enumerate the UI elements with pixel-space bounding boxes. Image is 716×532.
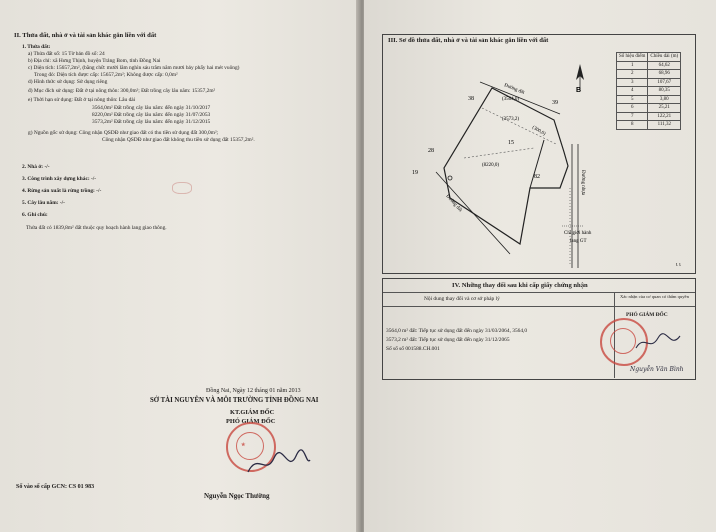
point-no: 1 bbox=[617, 61, 648, 70]
point-len: 3,80 bbox=[648, 95, 681, 104]
origin-1: g) Nguồn gốc sử dụng: Công nhận QSDĐ như giao đất có thu tiền sử dụng đất 300,0m²; bbox=[28, 130, 219, 136]
lot-39: 39 bbox=[552, 100, 558, 106]
stamp-mark bbox=[172, 182, 192, 194]
area-c-label: (8220,0) bbox=[482, 163, 500, 168]
road-top-label: Đường đất bbox=[503, 83, 525, 96]
point-len: 64,62 bbox=[648, 61, 681, 70]
lot-82: 82 bbox=[534, 174, 540, 180]
area-b-label: (3573,2) bbox=[502, 117, 520, 122]
point-no: 8 bbox=[617, 121, 648, 130]
parcel-address: b) Địa chỉ: xã Hưng Thịnh, huyện Trảng Bom, tỉnh Đồng Nai bbox=[28, 58, 161, 64]
signer-name: Nguyễn Ngọc Thường bbox=[204, 492, 270, 500]
use-form: d) Hình thức sử dụng: Sử dụng riêng bbox=[28, 79, 108, 85]
point-no: 4 bbox=[617, 87, 648, 96]
changes-title: IV. Những thay đổi sau khi cấp giấy chứng nhận bbox=[452, 282, 588, 289]
north-label: B bbox=[576, 87, 582, 94]
area-a-label: (3564,0) bbox=[502, 97, 520, 102]
parcel-area-detail: Trong đó: Diện tích được cấp: 15657,2m²; Không được cấp: 0,0m² bbox=[34, 72, 178, 78]
points-header-len: Chiều dài (m) bbox=[648, 53, 681, 62]
points-table bbox=[616, 52, 681, 130]
item-1-label: 1. Thửa đất: bbox=[22, 44, 51, 50]
confirm-org: PHÓ GIÁM ĐỐC bbox=[626, 312, 668, 318]
use-term-4: 3573,2m² Đất trồng cây lâu năm: đến ngày 31/12/2015 bbox=[92, 119, 211, 125]
issue-date: Đồng Nai, Ngày 12 tháng 01 năm 2013 bbox=[206, 388, 301, 394]
item-6: 6. Ghi chú: bbox=[22, 212, 48, 218]
signer-position-2: PHÓ GIÁM ĐỐC bbox=[226, 418, 276, 425]
lot-28: 28 bbox=[428, 148, 434, 154]
point-no: 7 bbox=[617, 112, 648, 121]
point-no: 5 bbox=[617, 95, 648, 104]
lot-19: 19 bbox=[412, 170, 418, 176]
confirm-signer: Nguyễn Văn Bình bbox=[630, 366, 684, 373]
changes-col-1: Nội dung thay đổi và cơ sở pháp lý bbox=[424, 296, 500, 302]
road-right-label: Đường nhựa bbox=[580, 170, 585, 196]
point-no: 2 bbox=[617, 70, 648, 79]
issuing-authority: SỞ TÀI NGUYÊN VÀ MÔI TRƯỜNG TỈNH ĐỒNG NAI bbox=[150, 397, 319, 404]
register-number: Số vào sổ cấp GCN: CS 01 983 bbox=[16, 484, 95, 490]
road-left-label: Đường đất bbox=[444, 193, 463, 214]
point-len: 25,21 bbox=[648, 104, 681, 113]
lot-38: 38 bbox=[468, 96, 474, 102]
point-len: 68,96 bbox=[648, 70, 681, 79]
lot-15: 15 bbox=[508, 140, 514, 146]
item-5: 5. Cây lâu năm: -/- bbox=[22, 200, 65, 206]
points-header-no: Số hiệu điểm bbox=[617, 53, 648, 62]
parcel-area: c) Diện tích: 15657,2m², (bằng chữ: mười lăm nghìn sáu trăm năm mươi bảy phẩy hai mét vuông) bbox=[28, 65, 240, 71]
origin-2: Công nhận QSDĐ như giao đất không thu tiền sử dụng đất 15357,2m². bbox=[102, 137, 255, 143]
legend-2: lang GT bbox=[570, 239, 587, 244]
use-term: e) Thời hạn sử dụng: Đất ở tại nông thôn: Lâu dài bbox=[28, 97, 136, 103]
parcel-number: a) Thửa đất số: 15 Tờ bản đồ số: 24 bbox=[28, 51, 105, 57]
section-title-iii: III. Sơ đồ thửa đất, nhà ở và tài sản khác gắn liền với đất bbox=[388, 37, 549, 44]
confirm-signature-icon bbox=[634, 330, 684, 356]
parcel-map bbox=[384, 48, 616, 270]
point-len: 107,67 bbox=[648, 78, 681, 87]
point-no: 3 bbox=[617, 78, 648, 87]
point-len: 80,35 bbox=[648, 87, 681, 96]
official-seal-icon: ★ bbox=[226, 422, 276, 472]
use-purpose: đ) Mục đích sử dụng: Đất ở tại nông thôn: 300,0m²; Đất trồng cây lâu năm: 15357,2m² bbox=[28, 88, 216, 94]
legend-1: Chỉ giới hành bbox=[564, 231, 592, 236]
signature-icon bbox=[244, 446, 314, 482]
section-title-ii: II. Thửa đất, nhà ở và tài sản khác gắn liền với đất bbox=[14, 32, 157, 39]
changes-col-2: Xác nhận của cơ quan có thẩm quyền bbox=[620, 294, 689, 299]
plot-small-label: (300,0) bbox=[531, 125, 547, 138]
parcel-outline bbox=[444, 88, 568, 244]
change-line-2: 3573,2 m² đất: Tiếp tục sử dụng đất đến ngày 31/12/2065 bbox=[386, 337, 510, 343]
item-4: 4. Rừng sản xuất là rừng trồng: -/- bbox=[22, 188, 102, 194]
item-2: 2. Nhà ở: -/- bbox=[22, 164, 50, 170]
note-text: Thửa đất có 1839,8m² đất thuộc quy hoạch hành lang giao thông. bbox=[26, 225, 167, 231]
change-line-3: Số sổ số 001588.CH.001 bbox=[386, 346, 440, 352]
point-no: 6 bbox=[617, 104, 648, 113]
point-len: 122,21 bbox=[648, 112, 681, 121]
corner-marks: ɩ ɩ bbox=[676, 262, 681, 268]
use-term-2: 3564,0m² Đất trồng cây lâu năm: đến ngày 31/10/2017 bbox=[92, 105, 211, 111]
use-term-3: 8220,0m² Đất trồng cây lâu năm: đến ngày 31/07/2053 bbox=[92, 112, 211, 118]
right-page bbox=[364, 0, 716, 532]
change-line-1: 3564,0 m² đất: Tiếp tục sử dụng đất đến ngày 31/03/2064, 3564,0 bbox=[386, 328, 528, 334]
signer-position-1: KT.GIÁM ĐỐC bbox=[230, 409, 275, 416]
point-len: 111,32 bbox=[648, 121, 681, 130]
item-3: 3. Công trình xây dựng khác: -/- bbox=[22, 176, 97, 182]
